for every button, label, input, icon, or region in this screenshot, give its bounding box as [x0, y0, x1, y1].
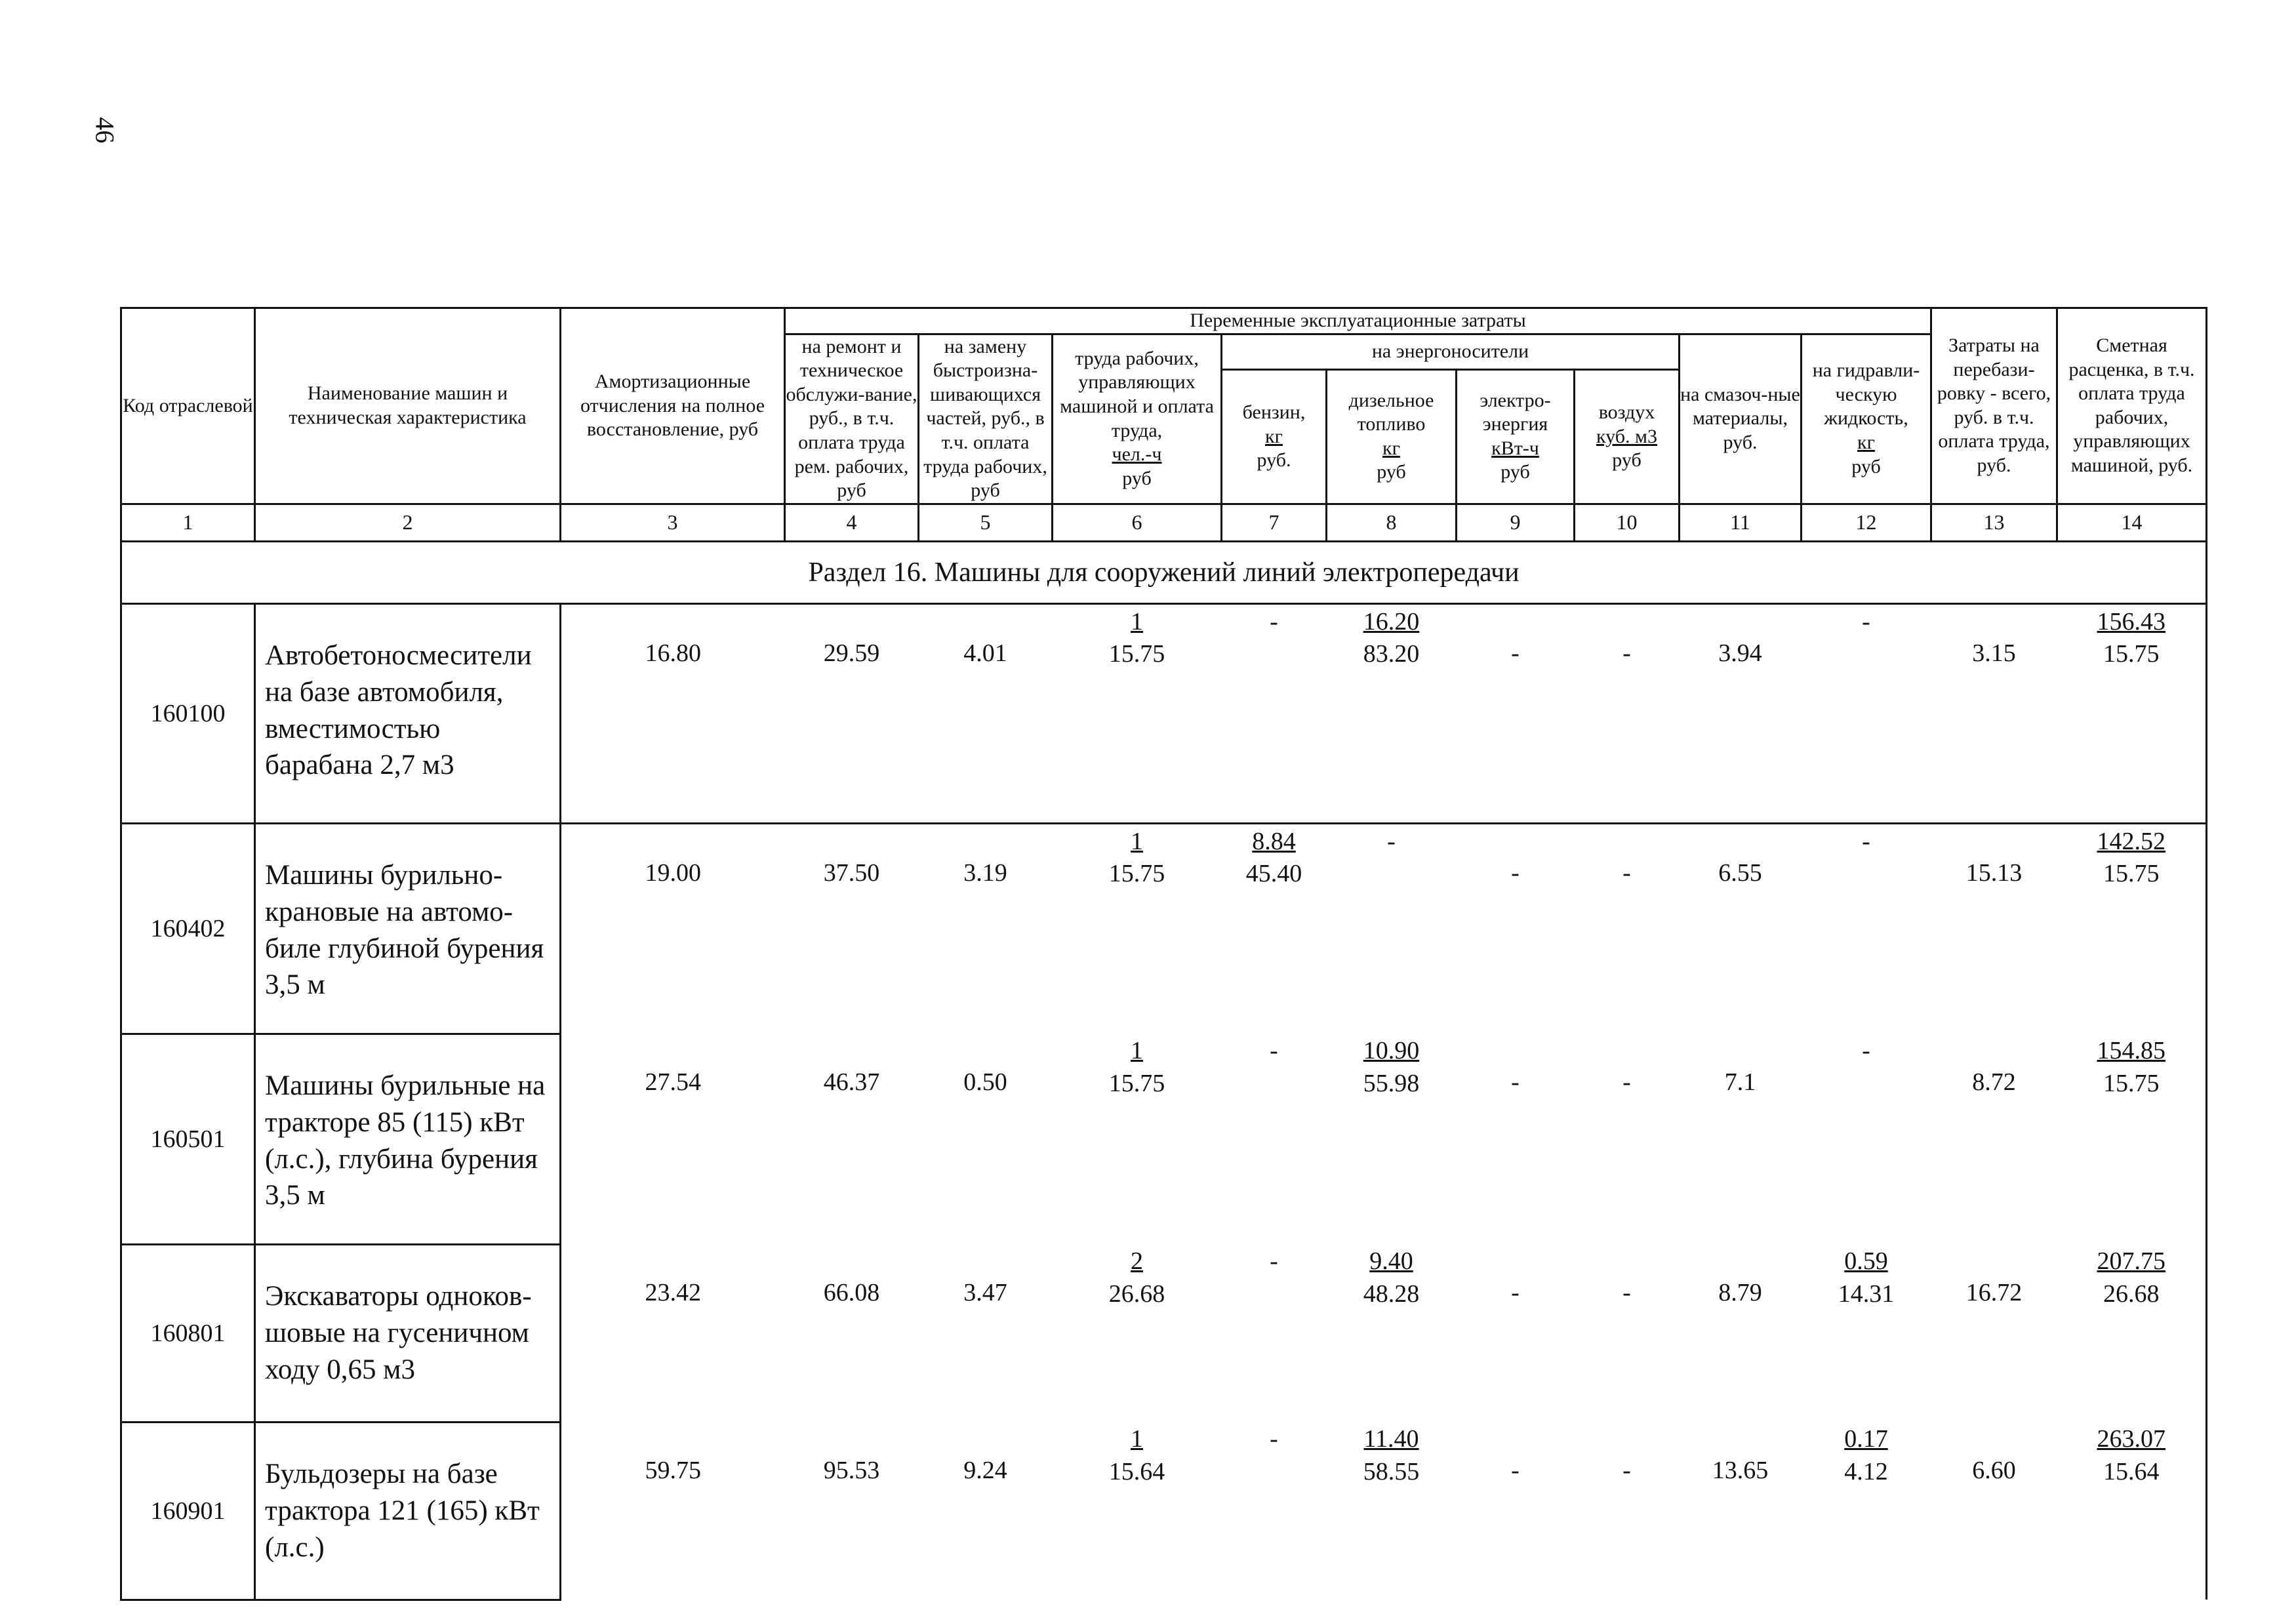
parts-value: 9.24	[963, 1457, 1007, 1485]
estimate-value: 263.07 15.64	[2097, 1425, 2165, 1485]
column-number: 12	[1802, 504, 1931, 541]
air-value: -	[1622, 639, 1631, 667]
repair-value: 37.50	[823, 858, 880, 887]
labor-value: 1 15.75	[1108, 1037, 1165, 1097]
table-row	[121, 1034, 2207, 1244]
relocation-value: 6.60	[1972, 1457, 2016, 1485]
electricity-value: -	[1511, 1279, 1520, 1307]
header-lubricants: на смазоч-ные материалы, руб.	[1680, 334, 1802, 504]
diesel-value: 11.40 58.55	[1363, 1425, 1420, 1485]
lubricants-value: 3.94	[1718, 639, 1762, 667]
machine-rates-table	[120, 307, 2207, 1601]
column-number: 9	[1457, 504, 1575, 541]
section-row	[121, 541, 2207, 603]
header-amortization: Амортизационные отчисления на полное восстановление, руб	[561, 308, 785, 504]
column-number: 1	[121, 504, 255, 541]
petrol-value: -	[1270, 607, 1278, 636]
header-row-1	[121, 308, 2207, 334]
row-code: 160801	[121, 1244, 255, 1422]
page-number: 46	[90, 117, 120, 144]
air-value: -	[1622, 1279, 1631, 1307]
air-value: -	[1622, 858, 1631, 887]
parts-value: 4.01	[963, 639, 1007, 667]
parts-value: 3.47	[963, 1279, 1007, 1307]
header-hydraulic: на гидравли-ческую жидкость, кг руб	[1802, 334, 1931, 504]
column-number-row	[121, 504, 2207, 541]
header-estimate: Сметная расценка, в т.ч. оплата труда рабочих, управляющих машиной, руб.	[2057, 308, 2207, 504]
relocation-value: 16.72	[1965, 1279, 2023, 1307]
header-diesel: дизельное топливо кг руб	[1327, 369, 1457, 504]
diesel-value: 16.20 83.20	[1363, 607, 1420, 668]
header-electricity: электро-энергия кВт-ч руб	[1457, 369, 1575, 504]
column-number: 2	[255, 504, 561, 541]
amortization-value: 59.75	[645, 1457, 701, 1485]
header-repair: на ремонт и техническое обслужи-вание, руб., в т.ч. оплата труда рем. рабочих, руб	[785, 334, 919, 504]
parts-value: 3.19	[963, 858, 1007, 887]
column-number: 14	[2057, 504, 2207, 541]
table-row	[121, 1422, 2207, 1600]
repair-value: 46.37	[823, 1068, 880, 1097]
amortization-value: 16.80	[645, 639, 701, 667]
header-petrol: бензин, кг руб.	[1222, 369, 1327, 504]
table-row	[121, 823, 2207, 1034]
lubricants-value: 8.79	[1718, 1279, 1762, 1307]
header-name: Наименование машин и техническая характеристика	[255, 308, 561, 504]
header-energy: на энергоносители	[1222, 334, 1680, 369]
column-number: 6	[1053, 504, 1222, 541]
lubricants-value: 13.65	[1712, 1457, 1769, 1485]
header-labor: труда рабочих, управляющих машиной и оплата труда, чел.-ч руб	[1053, 334, 1222, 504]
header-variable-costs: Переменные эксплуатационные затраты	[785, 308, 1931, 334]
hydraulic-value: 0.59 14.31	[1838, 1247, 1895, 1308]
row-name: Автобетоносмесители на базе автомобиля, вместимостью барабана 2,7 м3	[255, 603, 561, 823]
estimate-value: 142.52 15.75	[2097, 827, 2165, 888]
section-title: Раздел 16. Машины для сооружений линий электропередачи	[121, 541, 2207, 603]
header-relocation: Затраты на перебази-ровку - всего, руб. в т.ч. оплата труда, руб.	[1931, 308, 2057, 504]
lubricants-value: 6.55	[1718, 858, 1762, 887]
electricity-value: -	[1511, 1068, 1520, 1097]
estimate-value: 207.75 26.68	[2097, 1247, 2165, 1308]
column-number: 11	[1680, 504, 1802, 541]
row-code: 160402	[121, 823, 255, 1034]
labor-value: 1 15.64	[1108, 1425, 1165, 1485]
header-code: Код отраслевой	[121, 308, 255, 504]
column-number: 13	[1931, 504, 2057, 541]
hydraulic-value: -	[1862, 827, 1870, 855]
hydraulic-value: -	[1862, 607, 1870, 636]
air-value: -	[1622, 1068, 1631, 1097]
repair-value: 66.08	[823, 1279, 880, 1307]
table-row	[121, 603, 2207, 823]
parts-value: 0.50	[963, 1068, 1007, 1097]
electricity-value: -	[1511, 1457, 1520, 1485]
amortization-value: 19.00	[645, 858, 701, 887]
hydraulic-value: 0.17 4.12	[1844, 1425, 1888, 1485]
row-name: Машины бурильные на тракторе 85 (115) кВт (л.с.), глубина бурения 3,5 м	[255, 1034, 561, 1244]
row-name: Бульдозеры на базе трактора 121 (165) кВт (л.с.)	[255, 1422, 561, 1600]
row-code: 160901	[121, 1422, 255, 1600]
diesel-value: -	[1387, 827, 1396, 855]
header-air: воздух куб. м3 руб	[1575, 369, 1680, 504]
header-parts: на замену быстроизна-шивающихся частей, руб., в т.ч. оплата труда рабочих, руб	[919, 334, 1053, 504]
diesel-value: 10.90 55.98	[1363, 1037, 1420, 1097]
relocation-value: 15.13	[1965, 858, 2023, 887]
air-value: -	[1622, 1457, 1631, 1485]
column-number: 8	[1327, 504, 1457, 541]
labor-value: 2 26.68	[1108, 1247, 1165, 1308]
electricity-value: -	[1511, 858, 1520, 887]
row-code: 160100	[121, 603, 255, 823]
lubricants-value: 7.1	[1724, 1068, 1756, 1097]
estimate-value: 154.85 15.75	[2097, 1037, 2165, 1097]
repair-value: 29.59	[823, 639, 880, 667]
estimate-value: 156.43 15.75	[2097, 607, 2165, 668]
petrol-value: -	[1270, 1425, 1278, 1453]
petrol-value: -	[1270, 1037, 1278, 1065]
relocation-value: 8.72	[1972, 1068, 2016, 1097]
petrol-value: -	[1270, 1247, 1278, 1276]
amortization-value: 27.54	[645, 1068, 701, 1097]
row-name: Машины бурильно-крановые на автомо-биле глубиной бурения 3,5 м	[255, 823, 561, 1034]
column-number: 7	[1222, 504, 1327, 541]
row-name: Экскаваторы одноков-шовые на гусеничном ходу 0,65 м3	[255, 1244, 561, 1422]
petrol-value: 8.84 45.40	[1245, 827, 1302, 888]
column-number: 10	[1575, 504, 1680, 541]
repair-value: 95.53	[823, 1457, 880, 1485]
labor-value: 1 15.75	[1108, 607, 1165, 668]
table-row	[121, 1244, 2207, 1422]
electricity-value: -	[1511, 639, 1520, 667]
hydraulic-value: -	[1862, 1037, 1870, 1065]
amortization-value: 23.42	[645, 1279, 701, 1307]
column-number: 3	[561, 504, 785, 541]
diesel-value: 9.40 48.28	[1363, 1247, 1420, 1308]
labor-value: 1 15.75	[1108, 827, 1165, 888]
row-code: 160501	[121, 1034, 255, 1244]
relocation-value: 3.15	[1972, 639, 2016, 667]
column-number: 5	[919, 504, 1053, 541]
column-number: 4	[785, 504, 919, 541]
